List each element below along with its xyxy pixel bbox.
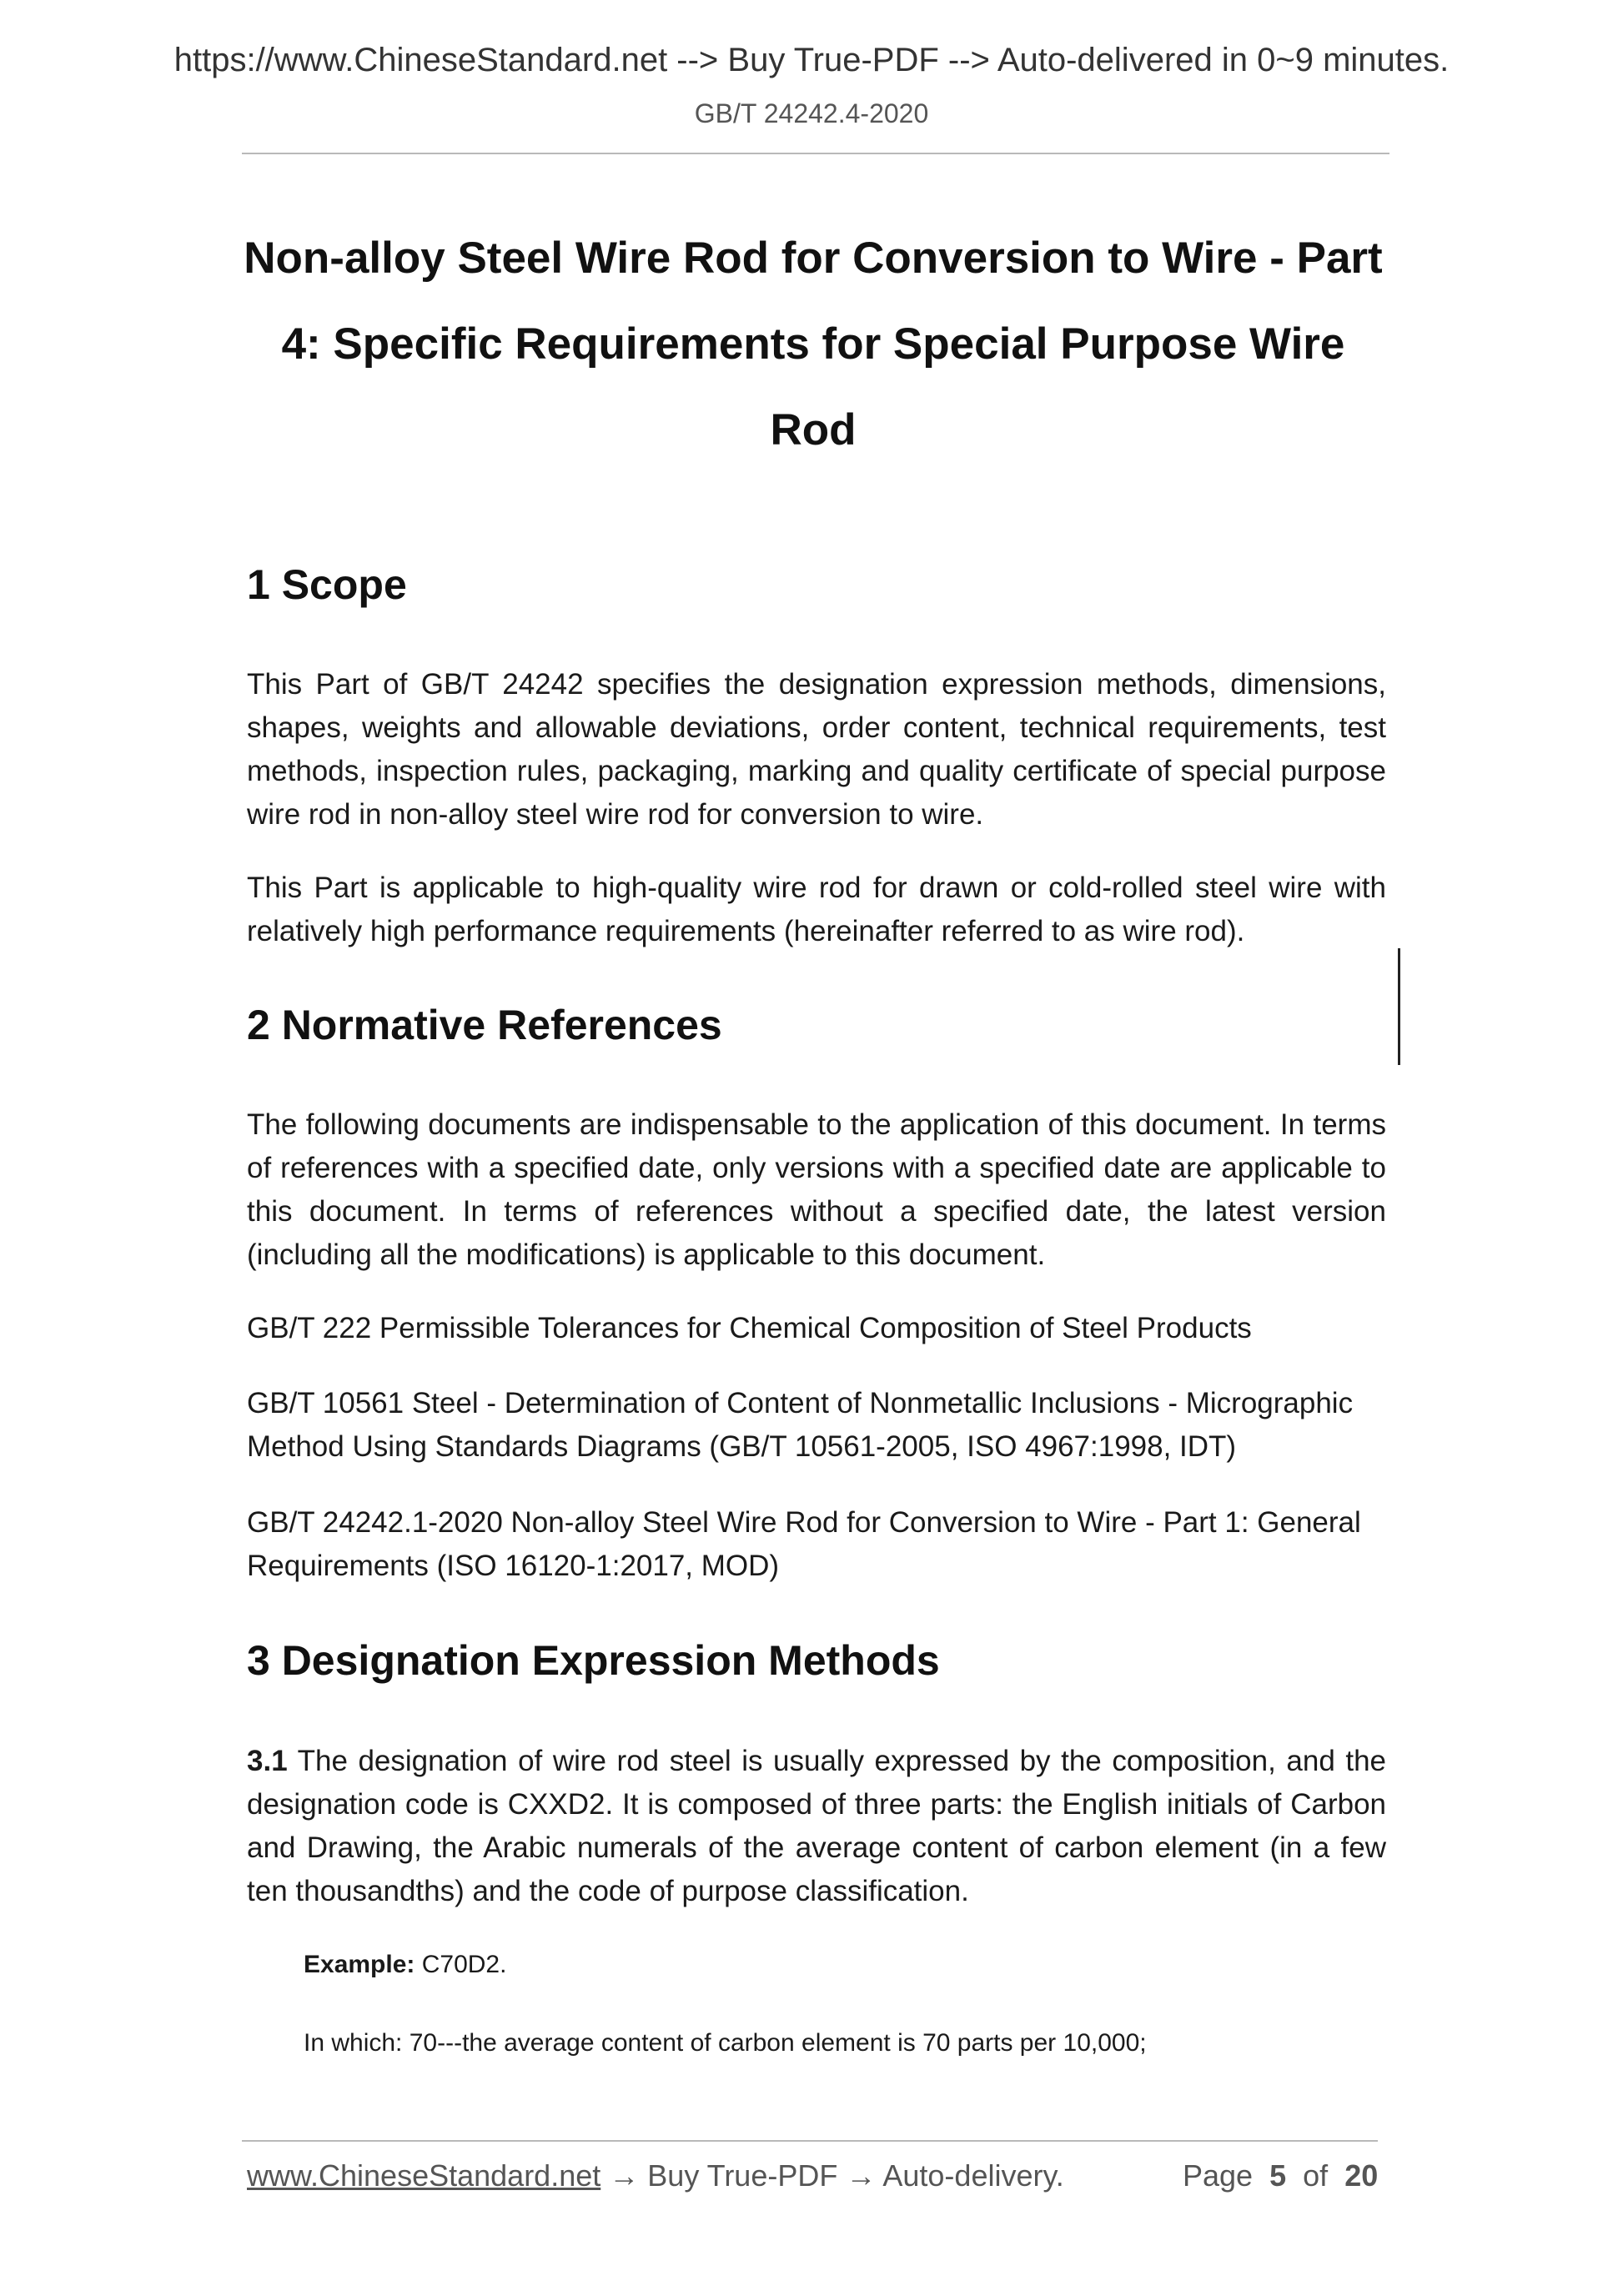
header-standard-code: GB/T 24242.4-2020 (694, 98, 929, 128)
page-indicator (1183, 2158, 1378, 2193)
document-title: Non-alloy Steel Wire Rod for Conversion to Wire - Part 4: Specific Requirements for Special Purpose Wire Rod (244, 234, 1383, 455)
scope-paragraph-1: This Part of GB/T 24242 specifies the designation expression methods, dimensions, shapes, weights and allowable deviations, order content, technical requirements, test methods, inspection rules, packaging, marking and quality certificate of special purpose wire rod in non-alloy steel wire rod for conversion to wire. (247, 668, 1386, 831)
header-url-line: https://www.ChineseStandard.net --> Buy True-PDF --> Auto-delivered in 0~9 minutes. (173, 42, 1450, 78)
normative-intro-paragraph: The following documents are indispensable to the application of this document. In terms of references with a specified date, only versions with a specified date are applicable to this document. In terms of references without a specified date, the latest version (including all the modifications) is applicable to this document. (247, 1108, 1386, 1271)
in-which-line: In which: 70---the average content of carbon element is 70 parts per 10,000; (304, 2029, 1147, 2057)
page-label: Page (1183, 2158, 1254, 2193)
clause-text: The designation of wire rod steel is usually expressed by the composition, and the designation code is CXXD2. It is composed of three parts: the English initials of Carbon and Drawing, the Arabic numerals of the average content of carbon element (in a few ten thousandths) and the code of purpose classification. (247, 1745, 1386, 1907)
footer-site-link[interactable]: www.ChineseStandard.net (247, 2158, 601, 2193)
page-total: 20 (1344, 2158, 1379, 2193)
example-label: Example: (304, 1951, 415, 1978)
example-line (304, 1948, 1388, 1982)
change-bar (1398, 948, 1400, 1065)
of-label: of (1303, 2158, 1329, 2193)
scope-paragraph-2: This Part is applicable to high-quality wire rod for drawn or cold-rolled steel wire with relatively high performance requirements (hereinafter referred to as wire rod). (247, 872, 1386, 947)
example-value: C70D2. (421, 1951, 507, 1978)
section-heading-designation: 3 Designation Expression Methods (247, 1637, 940, 1684)
section-heading-scope: 1 Scope (247, 561, 407, 608)
arrow-icon: → (846, 2158, 877, 2193)
page-number: 5 (1269, 2158, 1287, 2193)
arrow-icon: → (609, 2158, 640, 2193)
header-divider (242, 153, 1389, 154)
clause-number: 3.1 (247, 1745, 288, 1777)
clause-3-1 (247, 1740, 1386, 1913)
footer-buy-text: Buy True-PDF (647, 2158, 838, 2193)
reference-item: GB/T 24242.1-2020 Non-alloy Steel Wire Rod for Conversion to Wire - Part 1: General Requirements (ISO 16120-1:2017, MOD) (247, 1506, 1361, 1582)
reference-item: GB/T 222 Permissible Tolerances for Chemical Composition of Steel Products (247, 1312, 1252, 1344)
footer-left (247, 2158, 1064, 2193)
reference-item: GB/T 10561 Steel - Determination of Content of Nonmetallic Inclusions - Micrographic Method Using Standards Diagrams (GB/T 10561-2005, ISO 4967:1998, IDT) (247, 1387, 1354, 1463)
section-heading-normative-references: 2 Normative References (247, 1002, 722, 1048)
footer-divider (242, 2140, 1378, 2142)
footer-delivery-text: Auto-delivery. (882, 2158, 1064, 2193)
